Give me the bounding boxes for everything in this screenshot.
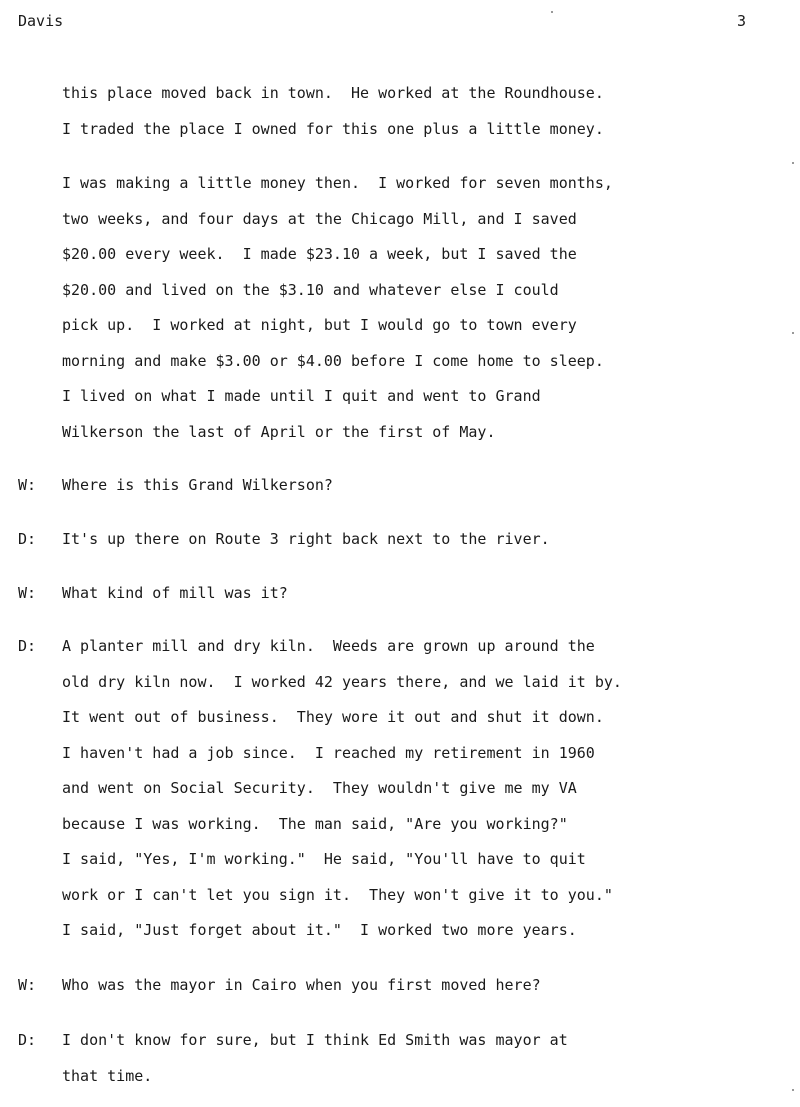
answer-planter-mill bbox=[62, 629, 762, 949]
text-line: I said, "Yes, I'm working." He said, "You'll have to quit bbox=[62, 850, 586, 868]
text-line: I traded the place I owned for this one plus a little money. bbox=[62, 119, 604, 138]
speaker-label-davis: D: bbox=[18, 1031, 37, 1049]
scan-speck bbox=[792, 332, 794, 334]
text-line: I don't know for sure, but I think Ed Smith was mayor at bbox=[62, 1031, 568, 1049]
text-line: old dry kiln now. I worked 42 years there, and we laid it by. bbox=[62, 672, 622, 691]
text-line: Who was the mayor in Cairo when you first moved here? bbox=[62, 976, 541, 994]
paragraph-continuation bbox=[62, 76, 762, 147]
text-line: It went out of business. They wore it out and shut it down. bbox=[62, 708, 604, 726]
text-line: two weeks, and four days at the Chicago Mill, and I saved bbox=[62, 209, 577, 228]
question-mayor bbox=[62, 968, 762, 1004]
text-line: and went on Social Security. They wouldn't give me my VA bbox=[62, 779, 577, 797]
text-line: work or I can't let you sign it. They won't give it to you." bbox=[62, 885, 613, 904]
paragraph-chicago-mill bbox=[62, 166, 762, 450]
answer-ed-smith bbox=[62, 1023, 762, 1094]
text-line: because I was working. The man said, "Are you working?" bbox=[62, 814, 568, 833]
question-kind-of-mill bbox=[62, 576, 762, 612]
text-line: I said, "Just forget about it." I worked two more years. bbox=[62, 921, 577, 939]
text-line: What kind of mill was it? bbox=[62, 584, 288, 602]
answer-route-3 bbox=[62, 522, 762, 558]
text-line: I lived on what I made until I quit and went to Grand bbox=[62, 387, 541, 405]
scan-speck bbox=[551, 11, 553, 13]
header-interviewee-name: Davis bbox=[18, 12, 64, 30]
speaker-label-interviewer: W: bbox=[18, 976, 37, 994]
text-line: $20.00 every week. I made $23.10 a week, but I saved the bbox=[62, 245, 577, 263]
text-line: pick up. I worked at night, but I would go to town every bbox=[62, 316, 577, 334]
page-number: 3 bbox=[737, 12, 747, 30]
text-line: $20.00 and lived on the $3.10 and whatever else I could bbox=[62, 280, 559, 299]
text-line: I was making a little money then. I worked for seven months, bbox=[62, 174, 613, 192]
text-line: that time. bbox=[62, 1066, 153, 1085]
scan-speck bbox=[792, 162, 794, 164]
text-line: this place moved back in town. He worked at the Roundhouse. bbox=[62, 84, 604, 102]
text-line: I haven't had a job since. I reached my retirement in 1960 bbox=[62, 743, 595, 762]
text-line: morning and make $3.00 or $4.00 before I come home to sleep. bbox=[62, 351, 604, 370]
text-line: It's up there on Route 3 right back next to the river. bbox=[62, 530, 550, 548]
question-grand-wilkerson bbox=[62, 468, 762, 504]
text-line: A planter mill and dry kiln. Weeds are grown up around the bbox=[62, 637, 595, 655]
text-line: Where is this Grand Wilkerson? bbox=[62, 476, 333, 494]
speaker-label-davis: D: bbox=[18, 530, 37, 548]
speaker-label-interviewer: W: bbox=[18, 476, 37, 494]
speaker-label-davis: D: bbox=[18, 637, 37, 655]
text-line: Wilkerson the last of April or the first of May. bbox=[62, 422, 496, 441]
speaker-label-interviewer: W: bbox=[18, 584, 37, 602]
scan-speck bbox=[792, 1089, 794, 1091]
